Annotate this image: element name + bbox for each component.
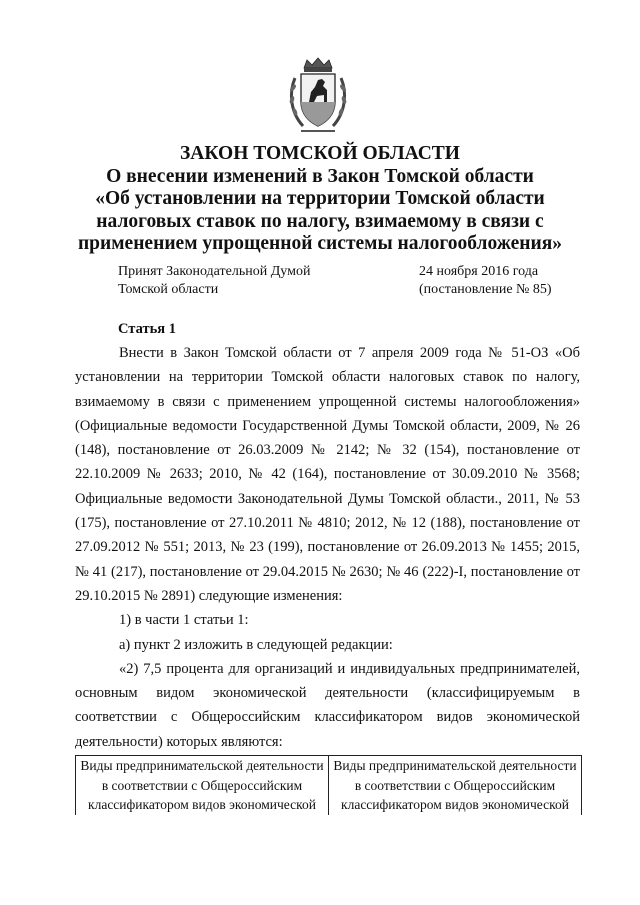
resolution-number: (постановление № 85) <box>419 281 552 297</box>
adoption-date-line: 24 ноября 2016 года <box>419 264 539 279</box>
new-wording-paragraph: «2) 7,5 процента для организаций и индивидуальных предпринимателей, основным видом экономической деятельности (классифицируемым в соответствии с Общероссийским классификатором видов экономической деятельности) которых являются: <box>75 660 580 750</box>
adoption-body <box>118 263 310 298</box>
adoption-body-line: Принят Законодательной Думой <box>118 264 311 279</box>
activity-table <box>75 755 582 815</box>
title-line: применением упрощенной системы налогообложения» <box>77 233 563 254</box>
title-line: налоговых ставок по налогу, взимаемому в связи с <box>96 210 544 232</box>
table-header-cell: Виды предпринимательской деятельности в соответствии с Общероссийским классификатором видов экономической <box>76 756 329 815</box>
amendment-item: 1) в части 1 статьи 1: <box>119 612 249 629</box>
article-heading: Статья 1 <box>118 321 176 337</box>
table-header-cell: Виды предпринимательской деятельности в соответствии с Общероссийским классификатором видов экономической <box>329 756 582 815</box>
amendment-subitem: а) пункт 2 изложить в следующей редакции: <box>119 636 393 653</box>
document-title <box>60 143 580 256</box>
adoption-body-line: Томской области <box>118 281 219 297</box>
table-header-row <box>76 756 582 815</box>
title-line: ЗАКОН ТОМСКОЙ ОБЛАСТИ <box>180 143 460 164</box>
article-body <box>75 341 580 754</box>
amendment-paragraph: Внести в Закон Томской области от 7 апреля 2009 года № 51-ОЗ «Об установлении на территории Томской области налоговых ставок по налогу, взимаемому в связи с применением упрощенной системы налогообложения» (Официальные ведомости Государственной Думы Томской области, 2009, № 26 (148), постановление от 26.03.2009 № 2142; № 32 (154), постановление от 22.10.2009 № 2633; 2010, № 42 (164), постановление от 30.09.2010 № 3568; Официальные ведомости Законодательной Думы Томской области., 2011, № 53 (175), постановление от 27.10.2011 № 4810; 2012, № 12 (188), постановление от 27.09.2012 № 551; 2013, № 23 (199), постановление от 26.09.2013 № 1455; 2015, № 41 (217), постановление от 29.04.2015 № 2630; № 46 (222)-I, постановление от 29.10.2015 № 2891) следующие изменения: <box>75 345 580 604</box>
title-line: «Об установлении на территории Томской области <box>95 188 545 209</box>
coat-of-arms-emblem <box>287 56 349 132</box>
title-line: О внесении изменений в Закон Томской области <box>106 165 534 187</box>
adoption-date <box>419 263 552 298</box>
